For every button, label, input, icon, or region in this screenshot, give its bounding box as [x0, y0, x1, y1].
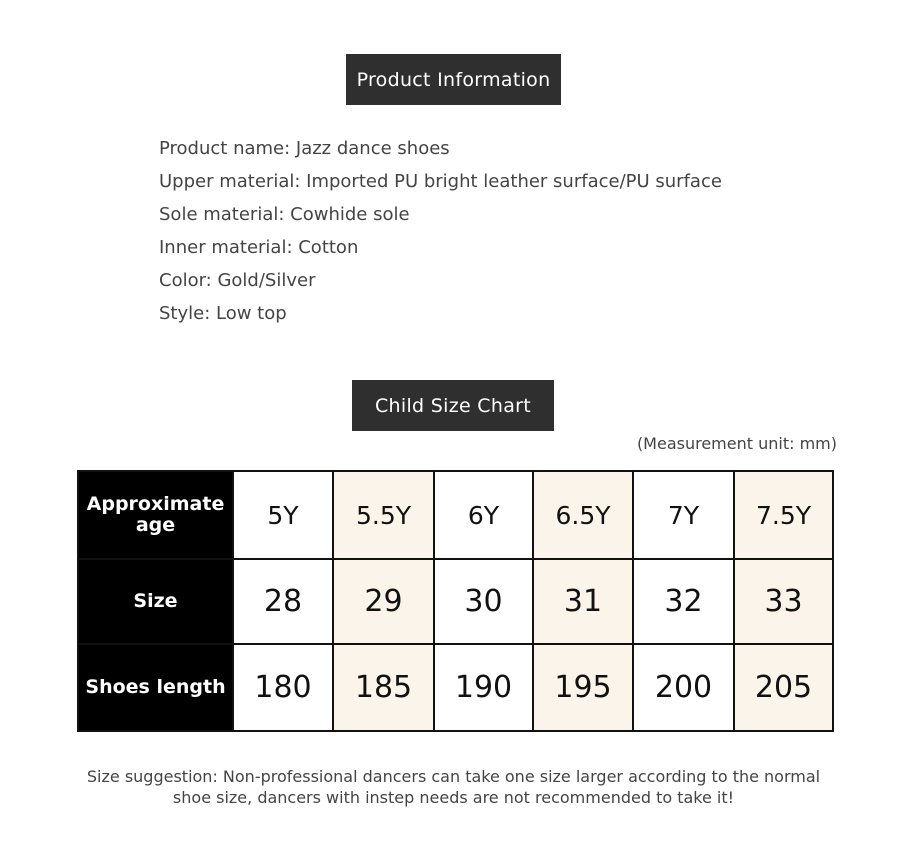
table-cell: 200: [633, 644, 734, 731]
table-cell: 190: [434, 644, 533, 731]
size-suggestion-line-2: shoe size, dancers with instep needs are not recommended to take it!: [172, 788, 735, 807]
row-header-shoes-length: Shoes length: [78, 644, 233, 731]
table-row-age: [78, 471, 833, 559]
size-suggestion: [60, 766, 847, 808]
size-chart-table: [77, 470, 834, 732]
row-header-age: Approximate age: [78, 471, 233, 559]
table-cell: 28: [233, 559, 333, 644]
table-cell: 7Y: [633, 471, 734, 559]
table-row-shoes-length: [78, 644, 833, 731]
row-header-size: Size: [78, 559, 233, 644]
measurement-unit-note: (Measurement unit: mm): [636, 434, 837, 453]
table-cell: 195: [533, 644, 633, 731]
table-cell: 6.5Y: [533, 471, 633, 559]
info-color: Color: Gold/Silver: [159, 270, 316, 291]
product-information-badge: [346, 54, 561, 105]
table-cell: 6Y: [434, 471, 533, 559]
info-product-name: Product name: Jazz dance shoes: [159, 138, 450, 159]
table-cell: 5Y: [233, 471, 333, 559]
size-chart-badge: [352, 380, 554, 431]
table-cell: 32: [633, 559, 734, 644]
info-sole-material: Sole material: Cowhide sole: [159, 204, 410, 225]
product-information-title: Product Information: [356, 68, 551, 91]
info-inner-material: Inner material: Cotton: [159, 237, 359, 258]
info-style: Style: Low top: [159, 303, 287, 324]
table-cell: 33: [734, 559, 833, 644]
table-row-size: [78, 559, 833, 644]
table-cell: 205: [734, 644, 833, 731]
table-cell: 29: [333, 559, 434, 644]
table-cell: 180: [233, 644, 333, 731]
size-suggestion-line-1: Size suggestion: Non-professional dancers can take one size larger according to the normal: [86, 767, 821, 786]
table-cell: 5.5Y: [333, 471, 434, 559]
table-cell: 185: [333, 644, 434, 731]
table-cell: 7.5Y: [734, 471, 833, 559]
size-chart-title: Child Size Chart: [374, 394, 532, 417]
table-cell: 31: [533, 559, 633, 644]
table-cell: 30: [434, 559, 533, 644]
info-upper-material: Upper material: Imported PU bright leather surface/PU surface: [159, 171, 722, 192]
product-info-list: [159, 136, 722, 334]
